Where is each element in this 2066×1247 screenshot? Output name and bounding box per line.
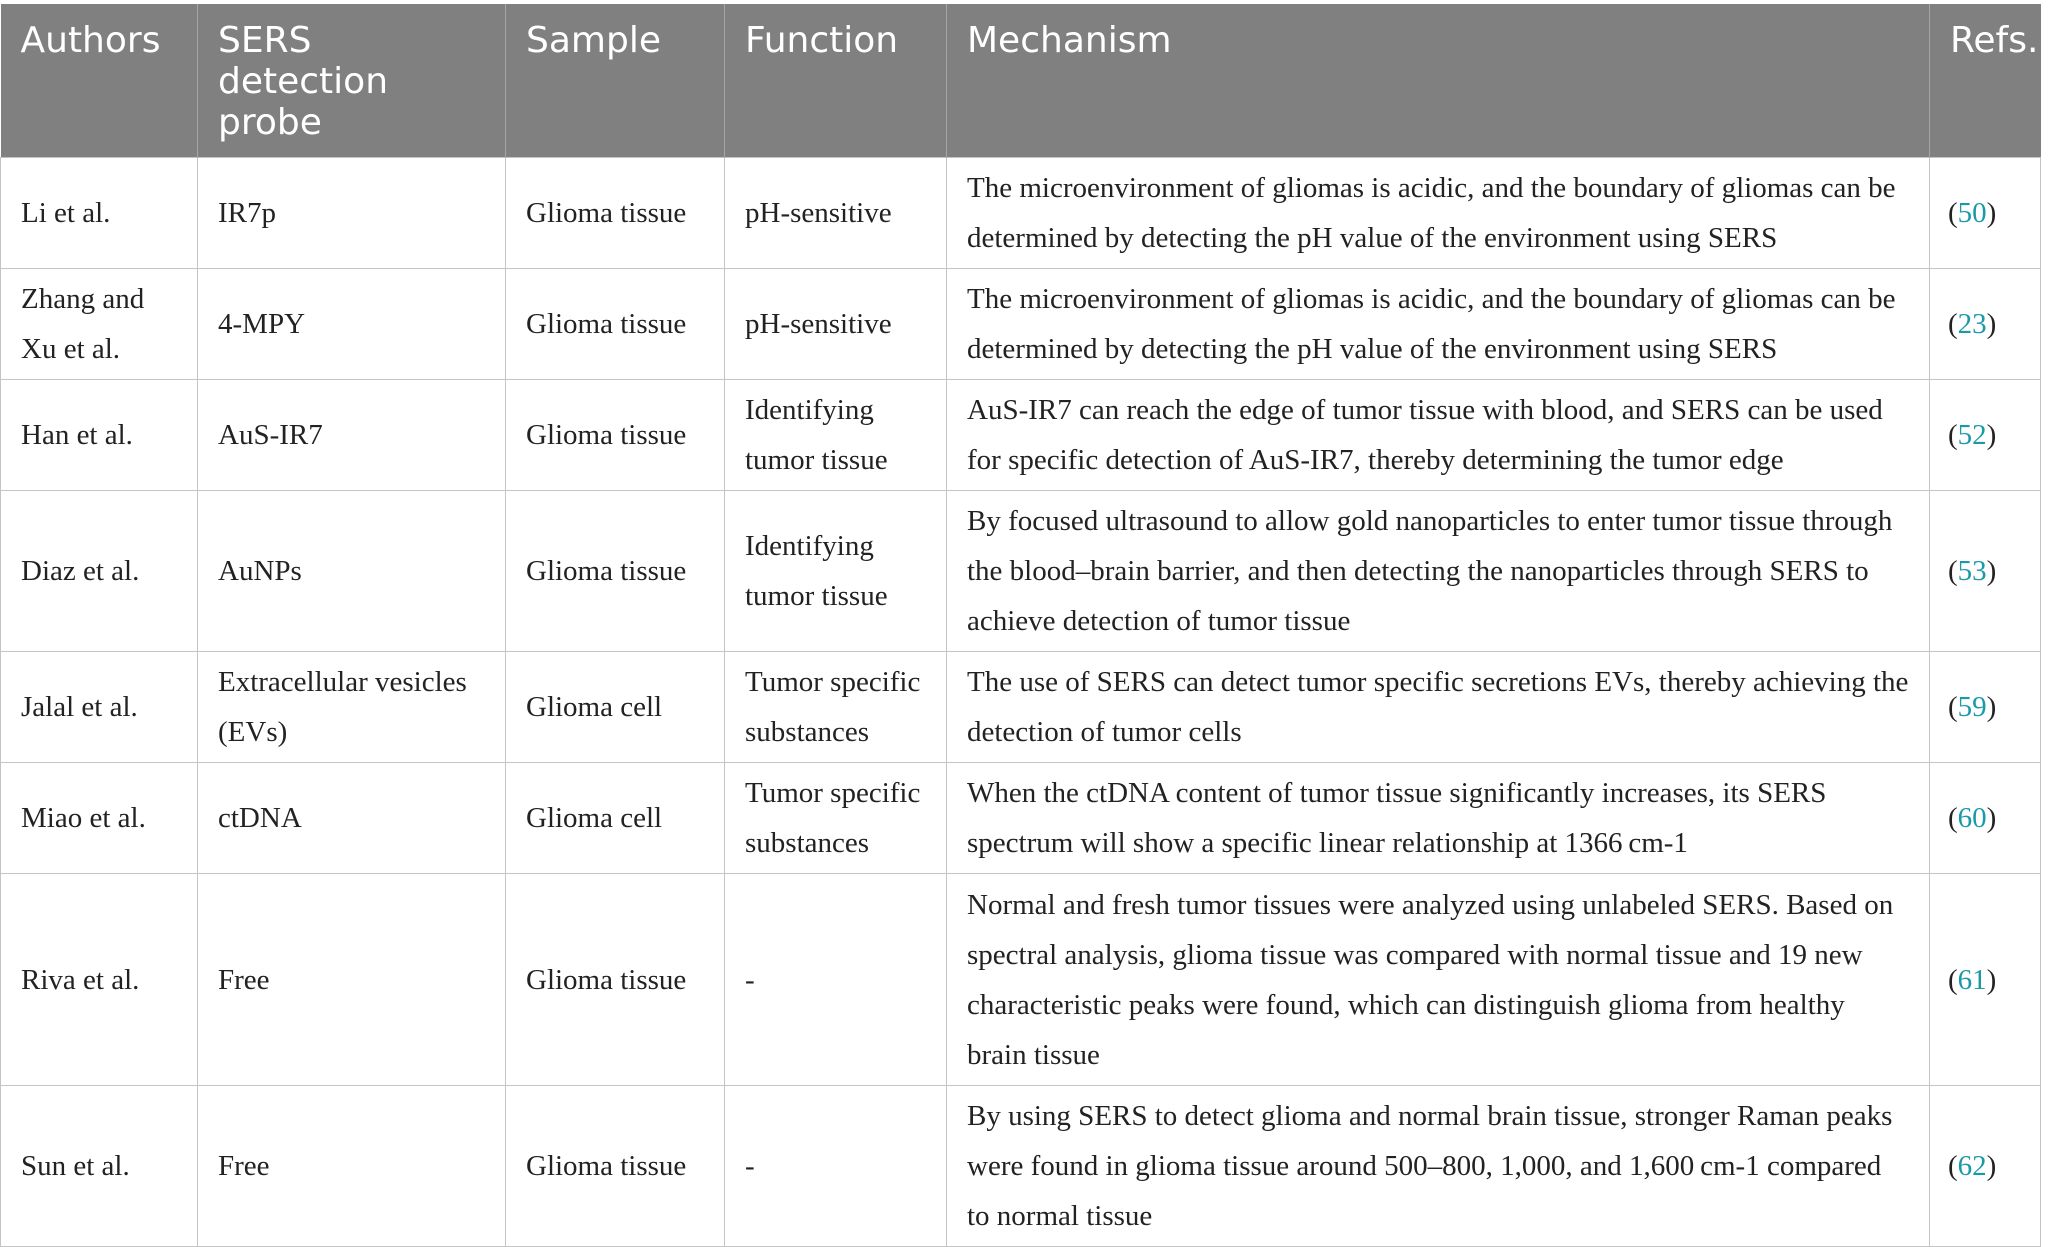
ref-close-paren: )	[1986, 308, 1997, 340]
ref-link[interactable]: 62	[1957, 1150, 1987, 1182]
ref-open-paren: (	[1948, 197, 1958, 229]
cell-mechanism: Normal and fresh tumor tissues were analyzed using unlabeled SERS. Based on spectral analysis, glioma tissue was compared with normal tissue and 19 new characteristic peaks were found, which can distinguish glioma from healthy brain tissue	[947, 874, 1930, 1086]
ref-open-paren: (	[1948, 1150, 1958, 1182]
cell-authors: Miao et al.	[1, 763, 198, 874]
cell-mechanism: The microenvironment of gliomas is acidic, and the boundary of gliomas can be determined by detecting the pH value of the environment using SERS	[947, 158, 1930, 269]
cell-mechanism: By focused ultrasound to allow gold nanoparticles to enter tumor tissue through the blood–brain barrier, and then detecting the nanoparticles through SERS to achieve detection of tumor tissue	[947, 491, 1930, 652]
cell-probe: 4-MPY	[198, 269, 506, 380]
table-row	[1, 874, 2041, 1086]
cell-function: Tumor specific substances	[725, 652, 947, 763]
header-refs: Refs.	[1930, 4, 2041, 158]
cell-probe: Free	[198, 874, 506, 1086]
header-mechanism: Mechanism	[947, 4, 1930, 158]
cell-authors: Li et al.	[1, 158, 198, 269]
cell-sample: Glioma tissue	[506, 269, 725, 380]
cell-sample: Glioma tissue	[506, 491, 725, 652]
cell-probe: ctDNA	[198, 763, 506, 874]
cell-authors: Riva et al.	[1, 874, 198, 1086]
cell-function: pH-sensitive	[725, 158, 947, 269]
cell-ref	[1930, 380, 2041, 491]
ref-link[interactable]: 61	[1957, 963, 1987, 996]
ref-open-paren: (	[1948, 963, 1958, 996]
ref-open-paren: (	[1948, 691, 1958, 723]
cell-authors: Zhang and Xu et al.	[1, 269, 198, 380]
table-row	[1, 269, 2041, 380]
ref-open-paren: (	[1948, 555, 1958, 587]
table-row	[1, 491, 2041, 652]
cell-ref	[1930, 158, 2041, 269]
ref-close-paren: )	[1986, 802, 1997, 834]
ref-close-paren: )	[1986, 197, 1997, 229]
cell-ref	[1930, 763, 2041, 874]
cell-probe: AuNPs	[198, 491, 506, 652]
table-row	[1, 652, 2041, 763]
cell-authors: Diaz et al.	[1, 491, 198, 652]
cell-sample: Glioma tissue	[506, 874, 725, 1086]
cell-function: -	[725, 874, 947, 1086]
cell-sample: Glioma tissue	[506, 380, 725, 491]
cell-mechanism: AuS-IR7 can reach the edge of tumor tissue with blood, and SERS can be used for specific detection of AuS-IR7, thereby determining the tumor edge	[947, 380, 1930, 491]
ref-close-paren: )	[1986, 1150, 1997, 1182]
ref-close-paren: )	[1986, 419, 1997, 451]
cell-function: Tumor specific substances	[725, 763, 947, 874]
ref-link[interactable]: 60	[1957, 802, 1987, 834]
cell-sample: Glioma tissue	[506, 158, 725, 269]
cell-function: Identifying tumor tissue	[725, 491, 947, 652]
ref-link[interactable]: 59	[1957, 691, 1987, 723]
ref-link[interactable]: 23	[1957, 308, 1987, 340]
cell-authors: Sun et al.	[1, 1086, 198, 1247]
table-row	[1, 763, 2041, 874]
cell-mechanism: By using SERS to detect glioma and normal brain tissue, stronger Raman peaks were found in glioma tissue around 500–800, 1,000, and 1,600 cm-1 compared to normal tissue	[947, 1086, 1930, 1247]
cell-probe: AuS-IR7	[198, 380, 506, 491]
cell-sample: Glioma cell	[506, 652, 725, 763]
ref-close-paren: )	[1986, 691, 1997, 723]
header-authors: Authors	[1, 4, 198, 158]
cell-function: pH-sensitive	[725, 269, 947, 380]
cell-probe: Free	[198, 1086, 506, 1247]
cell-ref	[1930, 491, 2041, 652]
ref-link[interactable]: 53	[1957, 555, 1987, 587]
table-row	[1, 1086, 2041, 1247]
ref-link[interactable]: 52	[1957, 419, 1987, 451]
cell-mechanism: When the ctDNA content of tumor tissue significantly increases, its SERS spectrum will show a specific linear relationship at 1366 cm-1	[947, 763, 1930, 874]
cell-function: -	[725, 1086, 947, 1247]
cell-ref	[1930, 652, 2041, 763]
cell-probe: IR7p	[198, 158, 506, 269]
cell-ref	[1930, 1086, 2041, 1247]
cell-mechanism: The microenvironment of gliomas is acidic, and the boundary of gliomas can be determined by detecting the pH value of the environment using SERS	[947, 269, 1930, 380]
ref-open-paren: (	[1948, 802, 1958, 834]
sers-probes-table	[0, 4, 2041, 1247]
cell-sample: Glioma tissue	[506, 1086, 725, 1247]
header-probe: SERS detection probe	[198, 4, 506, 158]
cell-ref	[1930, 874, 2041, 1086]
header-function: Function	[725, 4, 947, 158]
header-sample: Sample	[506, 4, 725, 158]
ref-open-paren: (	[1948, 419, 1958, 451]
cell-function: Identifying tumor tissue	[725, 380, 947, 491]
cell-authors: Han et al.	[1, 380, 198, 491]
ref-link[interactable]: 50	[1957, 197, 1987, 229]
cell-ref	[1930, 269, 2041, 380]
cell-authors: Jalal et al.	[1, 652, 198, 763]
ref-close-paren: )	[1986, 555, 1997, 587]
cell-probe: Extracellular vesicles (EVs)	[198, 652, 506, 763]
header-row	[1, 4, 2041, 158]
table-row	[1, 380, 2041, 491]
ref-open-paren: (	[1948, 308, 1958, 340]
table-row	[1, 158, 2041, 269]
cell-sample: Glioma cell	[506, 763, 725, 874]
cell-mechanism: The use of SERS can detect tumor specific secretions EVs, thereby achieving the detection of tumor cells	[947, 652, 1930, 763]
ref-close-paren: )	[1986, 963, 1997, 996]
